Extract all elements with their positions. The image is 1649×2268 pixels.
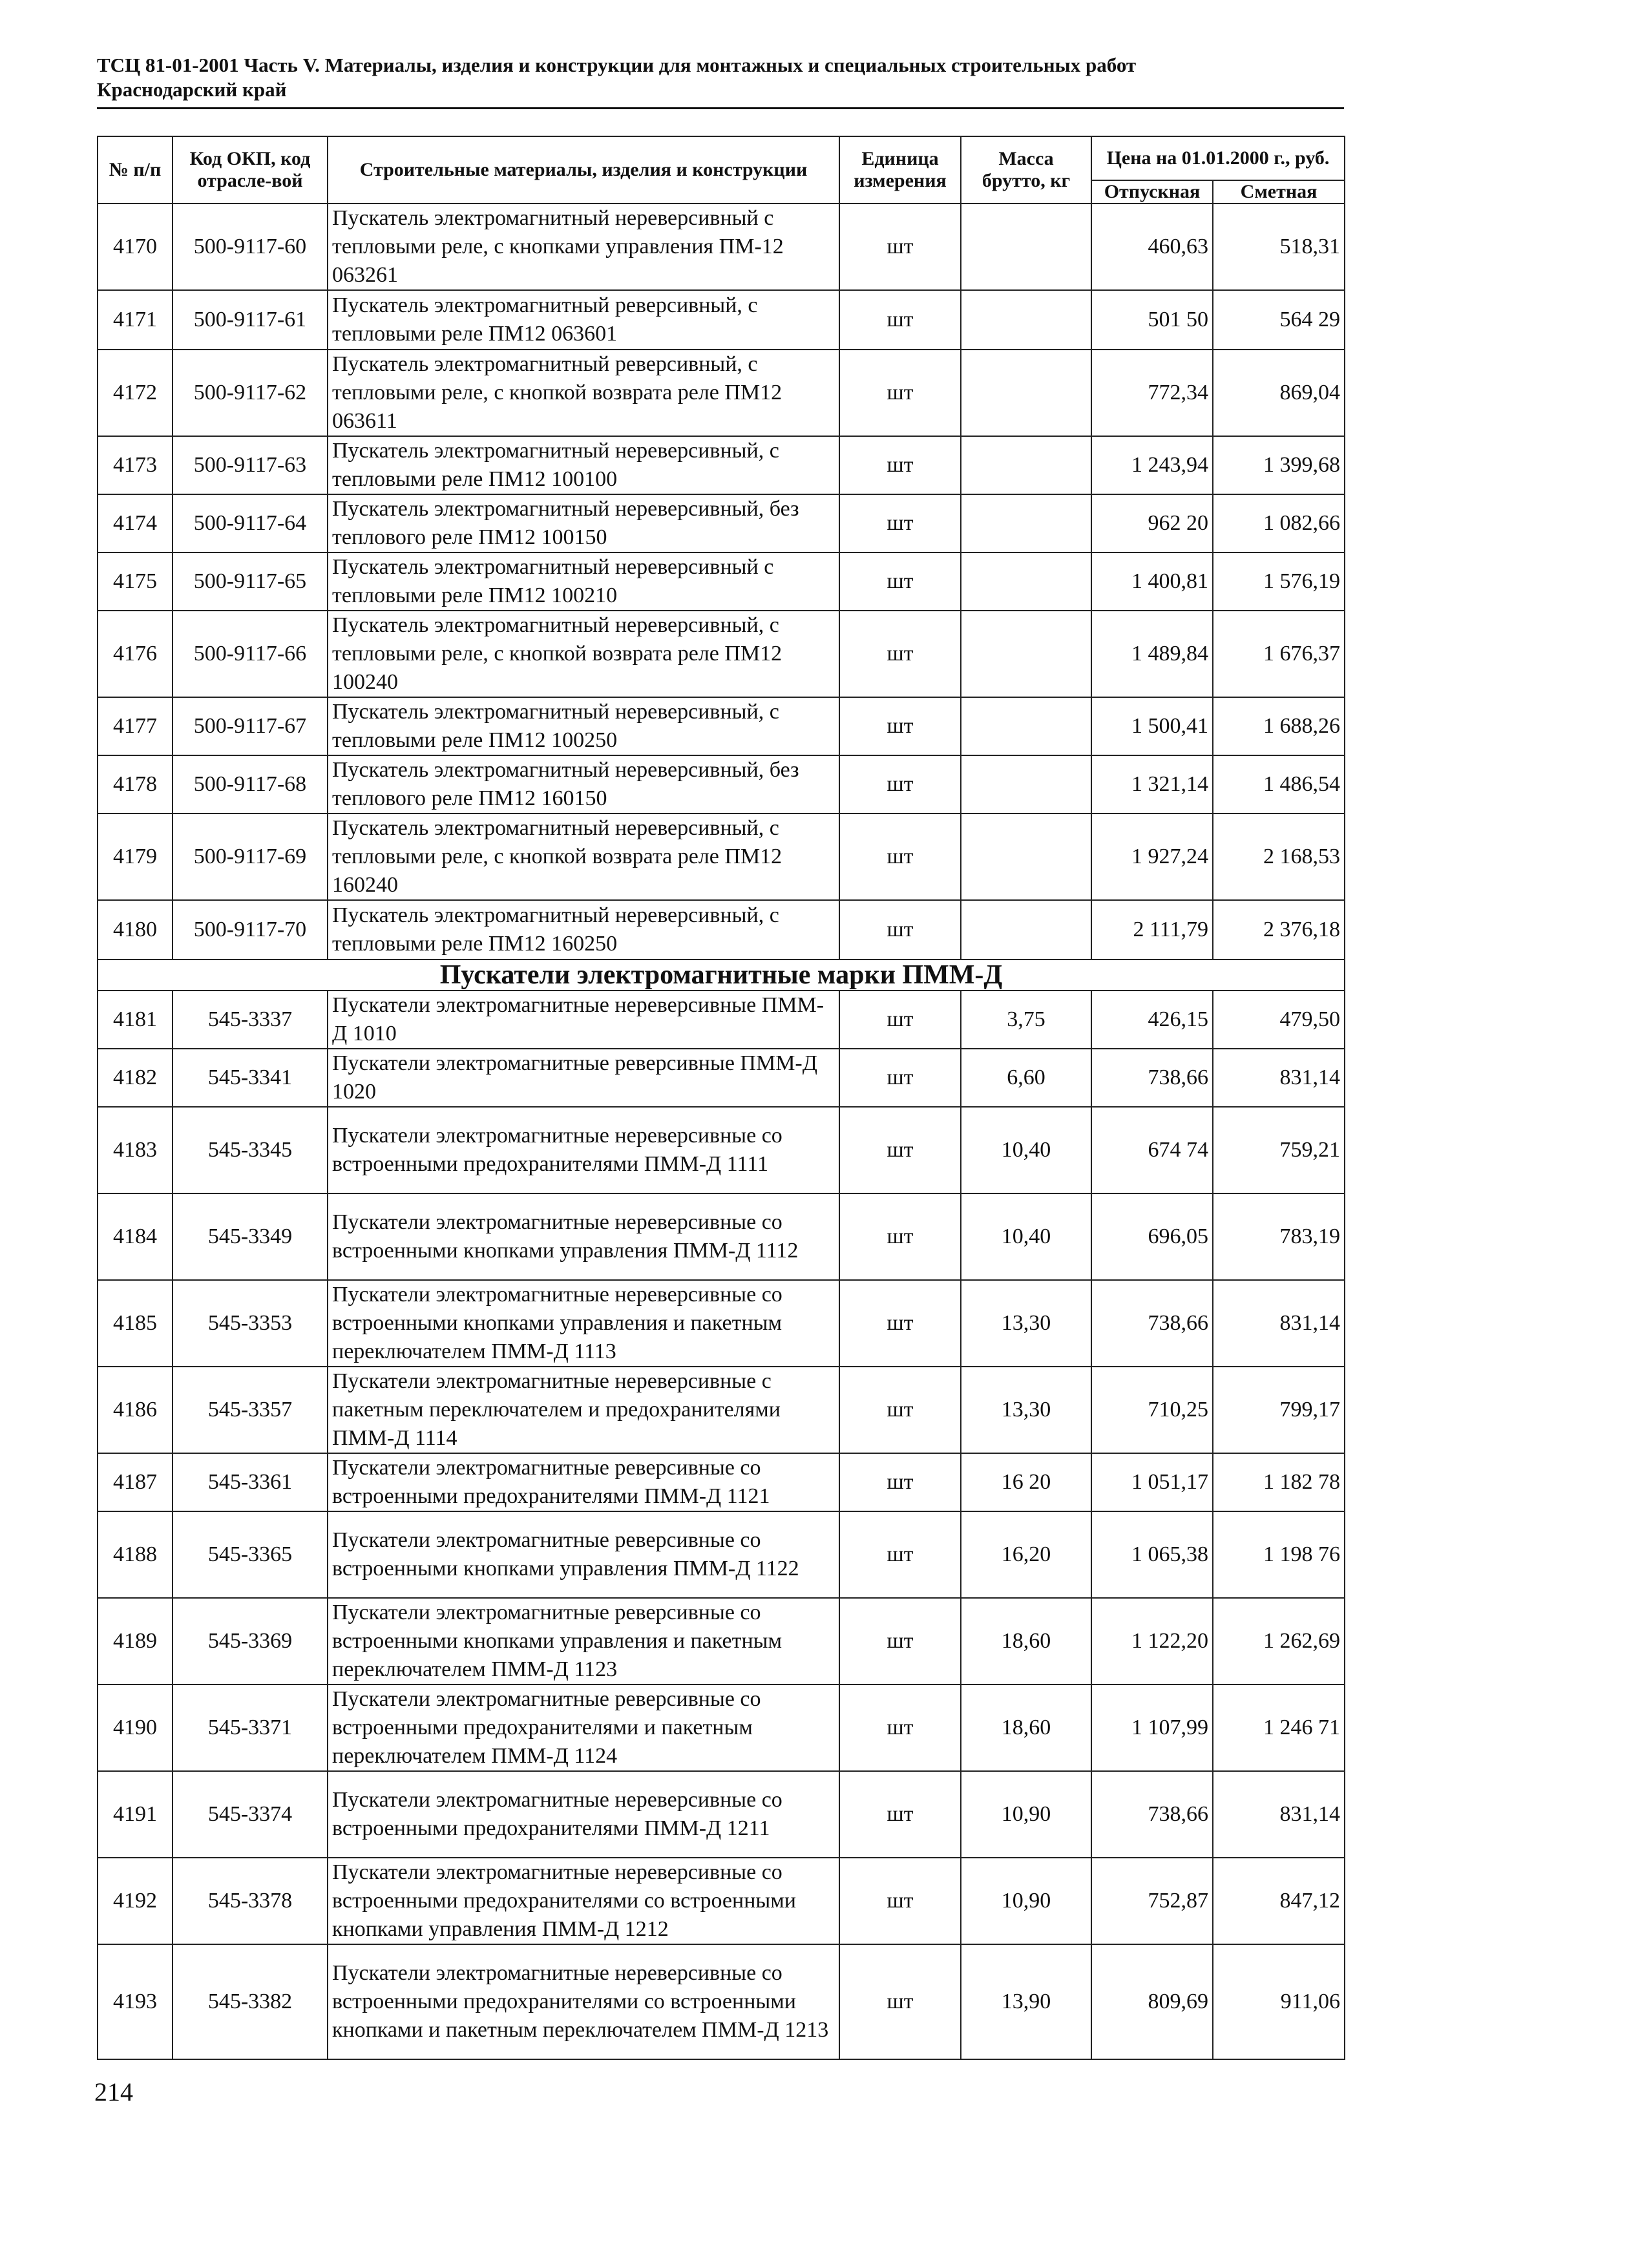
row-unit: шт	[839, 204, 961, 290]
row-mass	[961, 494, 1091, 552]
row-mass: 10,90	[961, 1771, 1091, 1858]
row-description: Пускатели электромагнитные реверсивные со встроенными предохранителями и пакетным переключателем ПММ-Д 1124	[328, 1685, 839, 1771]
row-code: 545-3374	[173, 1771, 328, 1858]
row-code: 545-3349	[173, 1193, 328, 1280]
row-price-estimate: 783,19	[1213, 1193, 1345, 1280]
row-unit: шт	[839, 1280, 961, 1367]
row-description: Пускатели электромагнитные нереверсивные ПММ-Д 1010	[328, 991, 839, 1049]
row-mass	[961, 755, 1091, 814]
header-divider	[97, 107, 1344, 109]
row-price-estimate: 1 262,69	[1213, 1598, 1345, 1685]
row-price-release: 460,63	[1091, 204, 1213, 290]
row-number: 4185	[98, 1280, 173, 1367]
row-price-release: 1 107,99	[1091, 1685, 1213, 1771]
row-description: Пускатели электромагнитные нереверсивные со встроенными предохранителями ПММ-Д 1111	[328, 1107, 839, 1193]
row-unit: шт	[839, 1193, 961, 1280]
row-price-estimate: 869,04	[1213, 350, 1345, 436]
table-row	[98, 1858, 1345, 1944]
row-mass	[961, 436, 1091, 494]
row-mass	[961, 552, 1091, 611]
row-number: 4189	[98, 1598, 173, 1685]
row-description: Пускатели электромагнитные нереверсивные со встроенными кнопками управления и пакетным переключателем ПММ-Д 1113	[328, 1280, 839, 1367]
row-price-release: 1 321,14	[1091, 755, 1213, 814]
row-price-estimate: 1 399,68	[1213, 436, 1345, 494]
row-mass	[961, 697, 1091, 755]
row-price-release: 752,87	[1091, 1858, 1213, 1944]
row-price-release: 1 400,81	[1091, 552, 1213, 611]
row-price-release: 962 20	[1091, 494, 1213, 552]
row-description: Пускатели электромагнитные реверсивные ПММ-Д 1020	[328, 1049, 839, 1107]
row-code: 500-9117-67	[173, 697, 328, 755]
row-mass: 18,60	[961, 1598, 1091, 1685]
table-row	[98, 991, 1345, 1049]
table-row	[98, 1280, 1345, 1367]
row-price-release: 1 243,94	[1091, 436, 1213, 494]
row-number: 4171	[98, 290, 173, 350]
table-row	[98, 350, 1345, 436]
row-code: 545-3365	[173, 1511, 328, 1598]
row-unit: шт	[839, 1598, 961, 1685]
row-unit: шт	[839, 697, 961, 755]
row-unit: шт	[839, 350, 961, 436]
row-number: 4176	[98, 611, 173, 697]
row-description: Пускатели электромагнитные реверсивные со встроенными кнопками управления ПММ-Д 1122	[328, 1511, 839, 1598]
row-mass	[961, 290, 1091, 350]
row-unit: шт	[839, 611, 961, 697]
col-header-price-estimate: Сметная	[1213, 180, 1345, 204]
row-number: 4192	[98, 1858, 173, 1944]
row-mass: 3,75	[961, 991, 1091, 1049]
row-unit: шт	[839, 1107, 961, 1193]
table-row	[98, 1453, 1345, 1511]
row-mass: 10,40	[961, 1107, 1091, 1193]
col-header-code: Код ОКП, код отрасле-вой	[173, 136, 328, 204]
row-number: 4173	[98, 436, 173, 494]
table-row	[98, 814, 1345, 900]
row-description: Пускатель электромагнитный нереверсивный, с тепловыми реле, с кнопкой возврата реле ПМ12 160240	[328, 814, 839, 900]
row-description: Пускатель электромагнитный нереверсивный, с тепловыми реле ПМ12 100100	[328, 436, 839, 494]
row-unit: шт	[839, 1049, 961, 1107]
row-price-release: 1 489,84	[1091, 611, 1213, 697]
row-code: 545-3345	[173, 1107, 328, 1193]
table-row	[98, 1771, 1345, 1858]
row-price-release: 772,34	[1091, 350, 1213, 436]
col-header-num: № п/п	[98, 136, 173, 204]
row-number: 4174	[98, 494, 173, 552]
row-price-release: 1 500,41	[1091, 697, 1213, 755]
row-price-estimate: 831,14	[1213, 1280, 1345, 1367]
row-code: 545-3361	[173, 1453, 328, 1511]
row-unit: шт	[839, 552, 961, 611]
table-row	[98, 900, 1345, 960]
row-mass: 13,90	[961, 1944, 1091, 2059]
row-description: Пускатели электромагнитные реверсивные со встроенными кнопками управления и пакетным переключателем ПММ-Д 1123	[328, 1598, 839, 1685]
row-mass: 13,30	[961, 1280, 1091, 1367]
row-unit: шт	[839, 1858, 961, 1944]
table-header	[98, 136, 1345, 204]
price-table	[97, 136, 1345, 2060]
row-code: 545-3371	[173, 1685, 328, 1771]
row-price-estimate: 1 688,26	[1213, 697, 1345, 755]
row-code: 500-9117-69	[173, 814, 328, 900]
row-mass: 18,60	[961, 1685, 1091, 1771]
page-header	[97, 53, 1357, 102]
row-description: Пускатели электромагнитные реверсивные со встроенными предохранителями ПММ-Д 1121	[328, 1453, 839, 1511]
table-row	[98, 1193, 1345, 1280]
row-mass: 10,40	[961, 1193, 1091, 1280]
row-unit: шт	[839, 436, 961, 494]
row-number: 4183	[98, 1107, 173, 1193]
row-price-release: 1 065,38	[1091, 1511, 1213, 1598]
row-description: Пускатели электромагнитные нереверсивные со встроенными предохранителями со встроенными кнопками управления ПММ-Д 1212	[328, 1858, 839, 1944]
row-code: 545-3357	[173, 1367, 328, 1453]
row-price-estimate: 1 082,66	[1213, 494, 1345, 552]
row-unit: шт	[839, 991, 961, 1049]
row-number: 4172	[98, 350, 173, 436]
row-number: 4182	[98, 1049, 173, 1107]
table-row	[98, 611, 1345, 697]
row-price-release: 696,05	[1091, 1193, 1213, 1280]
row-unit: шт	[839, 814, 961, 900]
table-body-pmm-d	[98, 991, 1345, 2059]
row-mass	[961, 814, 1091, 900]
row-number: 4178	[98, 755, 173, 814]
header-title: ТСЦ 81-01-2001 Часть V. Материалы, изделия и конструкции для монтажных и специальных строительных работ	[97, 54, 1137, 76]
col-header-unit: Единица измерения	[839, 136, 961, 204]
row-mass: 16 20	[961, 1453, 1091, 1511]
header-region: Краснодарский край	[97, 78, 287, 101]
row-price-estimate: 1 676,37	[1213, 611, 1345, 697]
row-mass	[961, 611, 1091, 697]
table-row	[98, 436, 1345, 494]
row-unit: шт	[839, 1453, 961, 1511]
row-price-estimate: 1 246 71	[1213, 1685, 1345, 1771]
section-title: Пускатели электромагнитные марки ПММ-Д	[98, 960, 1345, 991]
row-mass: 13,30	[961, 1367, 1091, 1453]
row-code: 500-9117-61	[173, 290, 328, 350]
table-row	[98, 755, 1345, 814]
row-price-estimate: 479,50	[1213, 991, 1345, 1049]
row-price-release: 738,66	[1091, 1280, 1213, 1367]
row-unit: шт	[839, 755, 961, 814]
row-code: 500-9117-63	[173, 436, 328, 494]
row-unit: шт	[839, 1511, 961, 1598]
row-code: 545-3378	[173, 1858, 328, 1944]
row-unit: шт	[839, 494, 961, 552]
row-number: 4181	[98, 991, 173, 1049]
row-number: 4179	[98, 814, 173, 900]
row-price-estimate: 2 168,53	[1213, 814, 1345, 900]
row-price-estimate: 799,17	[1213, 1367, 1345, 1453]
row-price-estimate: 1 182 78	[1213, 1453, 1345, 1511]
row-price-estimate: 831,14	[1213, 1771, 1345, 1858]
row-price-estimate: 1 198 76	[1213, 1511, 1345, 1598]
row-description: Пускатель электромагнитный нереверсивный, с тепловыми реле ПМ12 160250	[328, 900, 839, 960]
col-header-price: Цена на 01.01.2000 г., руб.	[1091, 136, 1345, 180]
col-header-mass: Масса брутто, кг	[961, 136, 1091, 204]
row-price-estimate: 759,21	[1213, 1107, 1345, 1193]
row-description: Пускатель электромагнитный нереверсивный, с тепловыми реле, с кнопкой возврата реле ПМ12 100240	[328, 611, 839, 697]
row-code: 545-3382	[173, 1944, 328, 2059]
row-price-release: 1 122,20	[1091, 1598, 1213, 1685]
row-price-estimate: 847,12	[1213, 1858, 1345, 1944]
row-mass	[961, 350, 1091, 436]
row-number: 4190	[98, 1685, 173, 1771]
row-price-estimate: 518,31	[1213, 204, 1345, 290]
table-section	[98, 960, 1345, 991]
table-body-pm12	[98, 204, 1345, 960]
table-row	[98, 1944, 1345, 2059]
row-description: Пускатели электромагнитные нереверсивные со встроенными кнопками управления ПММ-Д 1112	[328, 1193, 839, 1280]
row-price-release: 1 051,17	[1091, 1453, 1213, 1511]
row-mass: 16,20	[961, 1511, 1091, 1598]
row-price-estimate: 564 29	[1213, 290, 1345, 350]
row-code: 545-3341	[173, 1049, 328, 1107]
table-row	[98, 290, 1345, 350]
row-code: 500-9117-68	[173, 755, 328, 814]
row-code: 500-9117-62	[173, 350, 328, 436]
row-number: 4187	[98, 1453, 173, 1511]
row-code: 500-9117-60	[173, 204, 328, 290]
table-row	[98, 1511, 1345, 1598]
row-mass	[961, 204, 1091, 290]
table-row	[98, 494, 1345, 552]
row-price-release: 809,69	[1091, 1944, 1213, 2059]
row-price-release: 738,66	[1091, 1771, 1213, 1858]
row-unit: шт	[839, 1685, 961, 1771]
row-description: Пускатель электромагнитный нереверсивный с тепловыми реле, с кнопками управления ПМ-12 063261	[328, 204, 839, 290]
col-header-price-release: Отпускная	[1091, 180, 1213, 204]
col-header-desc: Строительные материалы, изделия и конструкции	[328, 136, 839, 204]
row-price-release: 674 74	[1091, 1107, 1213, 1193]
table-row	[98, 204, 1345, 290]
row-price-estimate: 2 376,18	[1213, 900, 1345, 960]
row-price-release: 501 50	[1091, 290, 1213, 350]
row-mass: 10,90	[961, 1858, 1091, 1944]
page-number: 214	[94, 2077, 133, 2106]
row-price-release: 426,15	[1091, 991, 1213, 1049]
table-row	[98, 552, 1345, 611]
row-description: Пускатель электромагнитный нереверсивный, без теплового реле ПМ12 160150	[328, 755, 839, 814]
row-price-release: 1 927,24	[1091, 814, 1213, 900]
row-code: 500-9117-70	[173, 900, 328, 960]
row-code: 545-3353	[173, 1280, 328, 1367]
row-unit: шт	[839, 1944, 961, 2059]
row-number: 4186	[98, 1367, 173, 1453]
row-price-release: 710,25	[1091, 1367, 1213, 1453]
row-unit: шт	[839, 290, 961, 350]
row-number: 4177	[98, 697, 173, 755]
table-row	[98, 1049, 1345, 1107]
table-row	[98, 1598, 1345, 1685]
row-code: 545-3337	[173, 991, 328, 1049]
row-unit: шт	[839, 900, 961, 960]
row-description: Пускатель электромагнитный нереверсивный, с тепловыми реле ПМ12 100250	[328, 697, 839, 755]
row-description: Пускатель электромагнитный реверсивный, с тепловыми реле ПМ12 063601	[328, 290, 839, 350]
row-unit: шт	[839, 1771, 961, 1858]
row-price-estimate: 911,06	[1213, 1944, 1345, 2059]
row-description: Пускатели электромагнитные нереверсивные с пакетным переключателем и предохранителями ПММ-Д 1114	[328, 1367, 839, 1453]
row-mass: 6,60	[961, 1049, 1091, 1107]
row-number: 4191	[98, 1771, 173, 1858]
row-mass	[961, 900, 1091, 960]
row-price-estimate: 1 576,19	[1213, 552, 1345, 611]
row-description: Пускатель электромагнитный реверсивный, с тепловыми реле, с кнопкой возврата реле ПМ12 063611	[328, 350, 839, 436]
row-number: 4170	[98, 204, 173, 290]
row-description: Пускатели электромагнитные нереверсивные со встроенными предохранителями со встроенными кнопками и пакетным переключателем ПММ-Д 1213	[328, 1944, 839, 2059]
row-code: 545-3369	[173, 1598, 328, 1685]
row-code: 500-9117-65	[173, 552, 328, 611]
table-row	[98, 1107, 1345, 1193]
row-code: 500-9117-64	[173, 494, 328, 552]
row-number: 4175	[98, 552, 173, 611]
table-row	[98, 697, 1345, 755]
row-price-estimate: 1 486,54	[1213, 755, 1345, 814]
row-code: 500-9117-66	[173, 611, 328, 697]
row-number: 4180	[98, 900, 173, 960]
row-number: 4188	[98, 1511, 173, 1598]
row-number: 4193	[98, 1944, 173, 2059]
table-row	[98, 1367, 1345, 1453]
row-price-estimate: 831,14	[1213, 1049, 1345, 1107]
row-price-release: 2 111,79	[1091, 900, 1213, 960]
row-number: 4184	[98, 1193, 173, 1280]
row-description: Пускатель электромагнитный нереверсивный с тепловыми реле ПМ12 100210	[328, 552, 839, 611]
row-description: Пускатели электромагнитные нереверсивные со встроенными предохранителями ПММ-Д 1211	[328, 1771, 839, 1858]
row-price-release: 738,66	[1091, 1049, 1213, 1107]
table-row	[98, 1685, 1345, 1771]
row-description: Пускатель электромагнитный нереверсивный, без теплового реле ПМ12 100150	[328, 494, 839, 552]
row-unit: шт	[839, 1367, 961, 1453]
